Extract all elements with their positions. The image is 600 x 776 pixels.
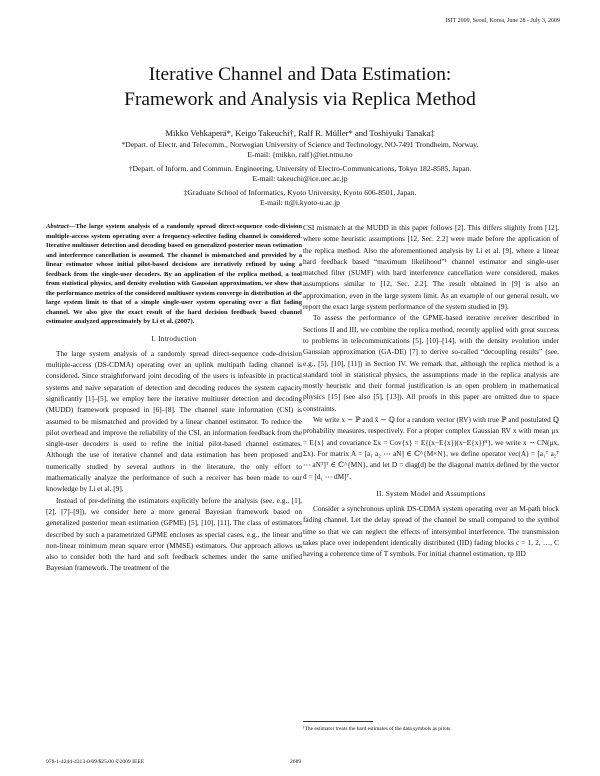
left-column <box>46 222 302 574</box>
section-heading-system-model: II. System Model and Assumptions <box>376 488 486 498</box>
affiliation-1-email: E-mail: {mikko, ralf}@iet.ntnu.no <box>247 150 353 159</box>
page-number: 2689 <box>290 759 302 765</box>
section-heading-introduction: I. Introduction <box>151 333 197 343</box>
intro-paragraph-4: To assess the performance of the GPME-based iterative receiver described in Sections II and III, we combine the replica method, recently applied with great success to problems in telecommunications [5], [10]–[14], with the density evolution under Gaussian approximation (GA-DE) [7] to derive so-called “decoupling results” (see, e.g., [5], [10], [11]) in Section IV. We remark that, although the replica method is a standard tool in statistical physics, the assumptions made in the replica analysis are mostly heuristic and their formal justification is an open problem in mathematical physics [15] (see also [5], [13]). All proofs in this paper are omitted due to space constraints. <box>303 313 559 413</box>
abstract-lead: Abstract <box>46 223 69 230</box>
intro-paragraph-1: The large system analysis of a randomly spread direct-sequence code-division multiple-access (DS-CDMA) operating over an uplink multipath fading channel is considered. Since straightforward joint decoding of the users is infeasible in practical systems and naive separation of detection and decoding reduces the system capacity significantly [1]–[5], we employ here the iterative multiuser detection and decoding (MUDD) framework proposed in [6]–[8]. The channel state information (CSI) is assumed to be mismatched and provided by a linear channel estimator. To reduce the pilot overhead and improve the reliability of the CSI, an information feedback from the single-user decoders is used to refine the initial pilot-based channel estimates. Although the use of iterative channel and data estimation has been proposed and numerically studied by several authors in the literature, the only effort to mathematically analyze the performance of such a receiver has been made to our knowledge by Li et al. [9]. <box>46 348 302 494</box>
author-list: Mikko Vehkaperä*, Keigo Takeuchi†, Ralf R. Müller* and Toshiyuki Tanaka‡ <box>165 128 435 138</box>
affiliation-2-email: E-mail: takeuchi@ice.uec.ac.jp <box>252 174 348 183</box>
affiliation-1: *Depart. of Electr. and Telecomm., Norwegian University of Science and Technology, NO-7491 Trondheim, Norway. <box>121 140 479 149</box>
footnote-rule <box>303 721 373 722</box>
intro-paragraph-2: Instead of pre-defining the estimators explicitly before the analysis (see, e.g., [1], [2], [7]–[9]), we consider here a more general Bayesian framework based on generalized posterior mean estimation (GPME) [5], [10], [11]. The class of estimators described by such a parametrized GPME encloses as special cases, e.g., the linear and non-linear minimum mean square error (MMSE) estimators. Our approach allows us also to consider both the hard and soft feedback schemes under the same unified Bayesian framework. The treatment of the <box>46 495 302 573</box>
paper-title-line-2: Framework and Analysis via Replica Method <box>124 89 476 110</box>
intro-paragraph-3: CSI mismatch at the MUDD in this paper follows [2]. This differs slightly from [12], where some heuristic assumptions [12, Sec. 2.2] were made before the application of the replica method. Also the aforementioned analysis by Li et al. [9], where a linear hard feedback based “maximum likelihood”¹ channel estimator and single-user matched filter (SUMF) with hard interference cancellation were considered, makes assumptions similar to [12, Sec. 2.2]. The result obtained in [9] is also an approximation, even in the large system limit. As an example of our general result, we report the exact large system performance of the system studied in [9]. <box>303 223 559 312</box>
footnote: ¹The estimator treats the hard estimates of the data symbols as pilots. <box>303 726 452 732</box>
affiliation-3: ‡Graduate School of Informatics, Kyoto University, Kyoto 606-8501, Japan. <box>183 188 417 197</box>
abstract <box>46 222 302 327</box>
system-model-paragraph: Consider a synchronous uplink DS-CDMA system operating over an M-path block fading channel. Let the delay spread of the channel be small compared to the symbol time so that we can neglect the effects of intersymbol interference. The transmission takes place over independent identically distributed (IID) fading blocks c = 1, 2, …, C having a coherence time of T symbols. For initial channel estimation, τp IID <box>303 504 559 559</box>
notation-paragraph: We write x ∼ ℙ and x̂ ∼ ℚ for a random vector (RV) with true ℙ and postulated ℚ probability measures, respectively. For a proper complex Gaussian RV x with mean μx = E{x} and covariance Σx = Cov{x} = E{(x−E{x})(x−E{x})ᴴ}, we write x ∼ CN(μx, Σx). For matrix A = [a₁ a₂ ⋯ aN] ∈ ℂ^{M×N}, we define operator vec(A) = [a₁ᵀ a₂ᵀ ⋯ aNᵀ]ᵀ ∈ ℂ^{MN}, and let D = diag(d) be the diagonal matrix defined by the vector d = [d₁ ⋯ dM]ᵀ. <box>303 415 559 481</box>
abstract-text: —The large system analysis of a randomly spread direct-sequence code-division multiple-access system operating over a frequency-selective fading channel is considered. Iterative multiuser detection and decoding based on generalized posterior mean estimation and interference cancellation is assumed. The channel is mismatched and provided by a linear estimator whose initial pilot-based decisions are iteratively refined by using a feedback from the single-user decoders. By an application of the replica method, a tool from statistical physics, and density evolution with Gaussian approximation, we show that the performance metrics of the considered multiuser system converge in distribution at the large system limit to that of a simple single-user system operating over a flat fading channel. We also give the exact result of the hard decision feedback based channel estimator analyzed approximately by Li et al. (2007). <box>46 223 302 325</box>
right-column <box>303 222 559 560</box>
conference-header: ISIT 2009, Seoul, Korea, June 28 - July 3, 2009 <box>445 18 560 24</box>
copyright-line: 978-1-4244-4313-0/09/$25.00 ©2009 IEEE <box>46 759 145 765</box>
affiliation-3-email: E-mail: tt@i.kyoto-u.ac.jp <box>260 198 340 207</box>
affiliation-2: †Depart. of Inform. and Commun. Engineering, University of Electro-Communications, Tokyo 182-8585, Japan. <box>128 164 472 173</box>
paper-title-line-1: Iterative Channel and Data Estimation: <box>148 64 452 85</box>
